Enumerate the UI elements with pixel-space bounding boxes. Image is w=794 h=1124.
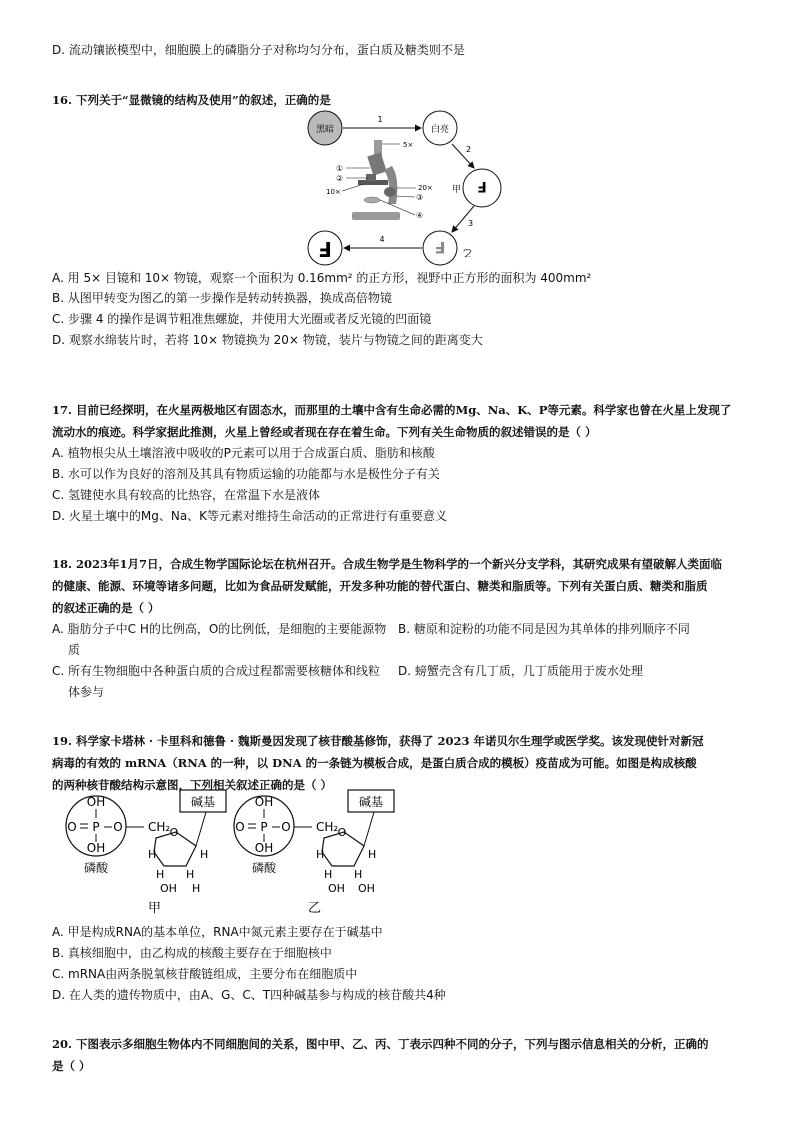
svg-text:H: H [156,868,165,881]
microscope-figure [300,108,520,268]
q17-option-a: A. 植物根尖从土壤溶液中吸收的P元素可以用于合成蛋白质、脂肪和核酸 [52,446,435,460]
phosphate-label-yi: 磷酸 [251,861,277,875]
svg-text:CH₂: CH₂ [148,820,171,834]
mark-4: ④ [416,211,424,220]
q16-stem: 16. 下列关于“显微镜的结构及使用”的叙述，正确的是 [52,93,331,107]
arrow-step-4-label: 4 [379,235,385,244]
svg-text:O: O [235,820,245,834]
q18-stem-line3: 的叙述正确的是（ ） [52,601,160,615]
arrow-step-2-label: 2 [466,145,472,154]
mag-10x: 10× [326,188,341,196]
q17-option-d: D. 火星土壤中的Mg、Na、K等元素对维持生命活动的正常进行有重要意义 [52,509,448,523]
q17-option-c: C. 氢键使水具有较高的比热容，在常温下水是液体 [52,488,321,502]
svg-text:OH: OH [86,841,106,855]
q19-option-d: D. 在人类的遗传物质中，由A、G、C、T四种碱基参与构成的核苷酸共4种 [52,988,446,1002]
q18-option-b: B. 糖原和淀粉的功能不同是因为其单体的排列顺序不同 [398,622,690,636]
svg-text:H: H [354,868,363,881]
svg-text:H: H [200,848,209,861]
mag-5x: 5× [403,141,414,149]
svg-text:OH: OH [328,882,345,895]
view-final-letter: F [318,237,332,261]
svg-text:H: H [316,848,325,861]
microscope-drawing [352,140,400,220]
q17-stem-line2: 流动水的痕迹。科学家据此推测，火星上曾经或者现在存在着生命。下列有关生命物质的叙述错误的是（ ） [52,425,597,439]
label-yi: 乙 [308,901,322,916]
mark-1: ① [336,164,344,173]
q18-stem-line2: 的健康、能源、环境等诸多问题，比如为食品研发赋能，开发多种功能的替代蛋白、糖类和脂质等。下列有关蛋白质、糖类和脂质 [52,579,708,593]
svg-text:H: H [324,868,333,881]
svg-text:OH: OH [358,882,375,895]
svg-text:O: O [281,820,291,834]
q16-option-d: D. 观察水绵装片时，若将 10× 物镜换为 20× 物镜，装片与物镜之间的距离变大 [52,333,483,347]
dark-field-label: 黑暗 [315,125,335,135]
view-jia-letter: F [477,178,487,194]
nucleotide-figure [56,786,396,916]
arrow-step-1-label: 1 [377,115,383,124]
svg-text:O: O [337,826,347,839]
base-label-jia: 碱基 [190,795,216,809]
q19-option-b: B. 真核细胞中，由乙构成的核酸主要存在于细胞核中 [52,946,332,960]
svg-text:H: H [368,848,377,861]
svg-text:H: H [192,882,201,895]
bright-field-label: 白亮 [430,125,450,135]
svg-text:H: H [148,848,157,861]
q16-option-a: A. 用 5× 目镜和 10× 物镜，观察一个面积为 0.16mm² 的正方形，视野中正方形的面积为 400mm² [52,271,592,285]
svg-text:O: O [169,826,179,839]
svg-text:OH: OH [86,795,106,809]
svg-text:OH: OH [254,795,274,809]
q19-stem-line1: 19. 科学家卡塔林 · 卡里科和德鲁 · 魏斯曼因发现了核苷酸基修饰，获得了 2023 年诺贝尔生理学或医学奖。该发现使针对新冠 [52,734,704,748]
q19-stem-line3: 的两种核苷酸结构示意图，下列相关叙述正确的是（ ） [52,778,333,792]
q18-option-a: A. 脂肪分子中C H的比例高，O的比例低，是细胞的主要能源物 [52,622,387,636]
q15-option-d: D. 流动镶嵌模型中，细胞膜上的磷脂分子对称均匀分布，蛋白质及糖类则不是 [52,43,465,57]
svg-text:OH: OH [160,882,177,895]
svg-text:O: O [113,820,123,834]
base-label-yi: 碱基 [358,795,384,809]
phosphate-label-jia: 磷酸 [83,861,109,875]
svg-text:P: P [260,820,268,834]
q17-option-b: B. 水可以作为良好的溶剂及其具有物质运输的功能都与水是极性分子有关 [52,467,440,481]
label-jia: 甲 [148,901,162,916]
view-yi-letter: F [434,238,446,257]
q18-option-a-cont: 质 [68,643,81,657]
svg-text:OH: OH [254,841,274,855]
view-yi-label: 乙 [462,247,472,257]
q16-option-c: C. 步骤 4 的操作是调节粗准焦螺旋，并使用大光圈或者反光镜的凹面镜 [52,312,432,326]
mag-20x: 20× [418,184,433,192]
q19-option-a: A. 甲是构成RNA的基本单位，RNA中氮元素主要存在于碱基中 [52,925,383,939]
svg-text:P: P [92,820,100,834]
arrow-step-3-label: 3 [468,219,474,228]
nucleotide-yi [234,790,394,916]
q18-option-c-cont: 体参与 [68,685,105,699]
q20-stem-line1: 20. 下图表示多细胞生物体内不同细胞间的关系，图中甲、乙、丙、丁表示四种不同的分子，下列与图示信息相关的分析，正确的 [52,1037,709,1051]
svg-text:CH₂: CH₂ [316,820,339,834]
nucleotide-jia [66,790,226,916]
svg-text:O: O [67,820,77,834]
mark-3: ③ [416,193,424,202]
q20-stem-line2: 是（ ） [52,1059,91,1073]
q16-option-b: B. 从图甲转变为图乙的第一步操作是转动转换器，换成高倍物镜 [52,291,392,305]
q18-option-d: D. 螃蟹壳含有几丁质，几丁质能用于废水处理 [398,664,643,678]
view-jia-label: 甲 [452,185,462,195]
q18-option-c: C. 所有生物细胞中各种蛋白质的合成过程都需要核糖体和线粒 [52,664,381,678]
q17-stem-line1: 17. 目前已经探明，在火星两极地区有固态水，而那里的土壤中含有生命必需的Mg、Na、K、P等元素。科学家也曾在火星上发现了 [52,403,732,417]
q18-stem-line1: 18. 2023年1月7日，合成生物学国际论坛在杭州召开。合成生物学是生物科学的一个新兴分支学科，其研究成果有望破解人类面临 [52,557,723,571]
q19-stem-line2: 病毒的有效的 mRNA（RNA 的一种，以 DNA 的一条链为模板合成，是蛋白质合成的模板）疫苗成为可能。如图是构成核酸 [52,756,697,770]
q19-option-c: C. mRNA由两条脱氧核苷酸链组成，主要分布在细胞质中 [52,967,358,981]
mark-2: ② [336,174,344,183]
svg-text:H: H [186,868,195,881]
